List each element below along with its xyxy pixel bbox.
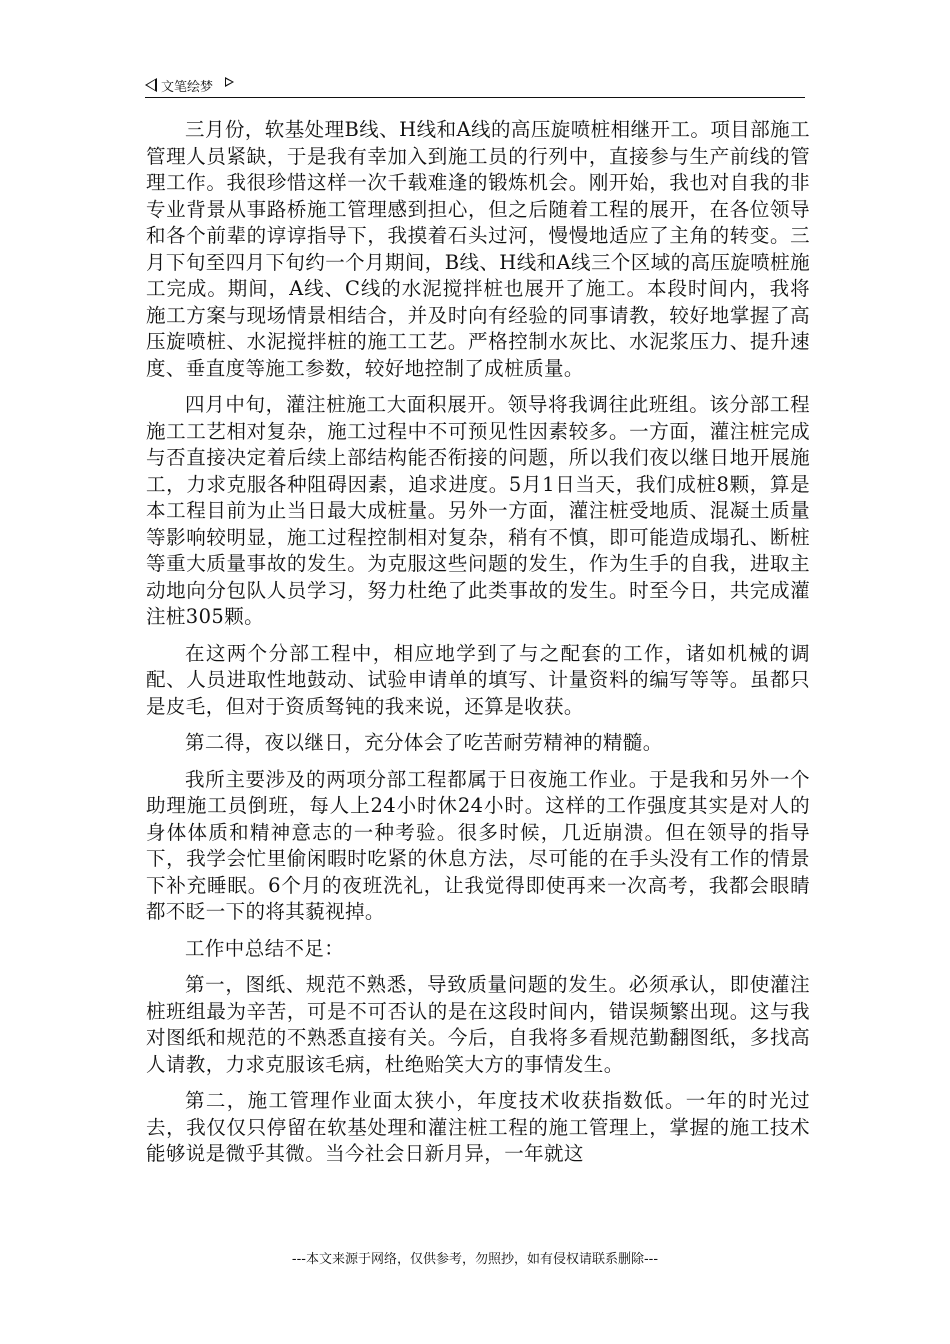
paragraph: 四月中旬，灌注桩施工大面积展开。领导将我调往此班组。该分部工程施工工艺相对复杂，施工过程中不可预见性因素较多。一方面，灌注桩完成与否直接决定着后续上部结构能否衔接的问题，所以我们夜以继日地开展施工，力求克服各种阻碍因素，追求进度。5月1日当天，我们成桩8颗，算是本工程目前为止当日最大成桩量。另外一方面，灌注桩受地质、混凝土质量等影响较明显，施工过程控制相对复杂，稍有不慎，即可能造成塌孔、断桩等重大质量事故的发生。为克服这些问题的发生，作为生手的自我，进取主动地向分包队人员学习，努力杜绝了此类事故的发生。时至今日，共完成灌注桩305颗。 [146, 393, 810, 628]
triangle-left-icon [145, 78, 157, 92]
page-header [145, 74, 805, 96]
header-divider [145, 97, 805, 98]
paragraph: 第二得，夜以继日，充分体会了吃苦耐劳精神的精髓。 [185, 731, 663, 754]
paragraph: 三月份，软基处理B线、H线和A线的高压旋喷桩相继开工。项目部施工管理人员紧缺，于是我有幸加入到施工员的行列中，直接参与生产前线的管理工作。我很珍惜这样一次千载难逢的锻炼机会。刚开始，我也对自我的非专业背景从事路桥施工管理感到担心，但之后随着工程的展开，在各位领导和各个前辈的谆谆指导下，我摸着石头过河，慢慢地适应了主角的转变。三月下旬至四月下旬约一个月期间，B线、H线和A线三个区域的高压旋喷桩施工完成。期间，A线、C线的水泥搅拌桩也展开了施工。本段时间内，我将施工方案与现场情景相结合，并及时向有经验的同事请教，较好地掌握了高压旋喷桩、水泥搅拌桩的施工工艺。严格控制水灰比、水泥浆压力、提升速度、垂直度等施工参数，较好地控制了成桩质量。 [146, 118, 810, 380]
document-body [146, 117, 810, 1178]
header-brand: 文笔绘梦 [161, 79, 214, 95]
page-footer: ---本文来源于网络，仅供参考，勿照抄，如有侵权请联系删除--- [291, 1252, 659, 1267]
paragraph: 第二，施工管理作业面太狭小，年度技术收获指数低。一年的时光过去，我仅仅只停留在软基处理和灌注桩工程的施工管理上，掌握的施工技术能够说是微乎其微。当今社会日新月异，一年就这 [146, 1089, 810, 1165]
paragraph: 我所主要涉及的两项分部工程都属于日夜施工作业。于是我和另外一个助理施工员倒班，每人上24小时休24小时。这样的工作强度其实是对人的身体体质和精神意志的一种考验。很多时候，几近崩溃。但在领导的指导下，我学会忙里偷闲暇时吃紧的休息方法，尽可能的在手头没有工作的情景下补充睡眠。6个月的夜班洗礼，让我觉得即使再来一次高考，我都会眼睛都不眨一下的将其藐视掉。 [146, 767, 810, 923]
triangle-right-icon [225, 77, 234, 87]
paragraph: 第一，图纸、规范不熟悉，导致质量问题的发生。必须承认，即使灌注桩班组最为辛苦，可是不可否认的是在这段时间内，错误频繁出现。这与我对图纸和规范的不熟悉直接有关。今后，自我将多看规范勤翻图纸，多找高人请教，力求克服该毛病，杜绝贻笑大方的事情发生。 [146, 973, 810, 1076]
paragraph: 在这两个分部工程中，相应地学到了与之配套的工作，诸如机械的调配、人员进取性地鼓动、试验申请单的填写、计量资料的编写等等。虽都只是皮毛，但对于资质驽钝的我来说，还算是收获。 [146, 641, 810, 718]
paragraph: 工作中总结不足： [185, 936, 345, 960]
